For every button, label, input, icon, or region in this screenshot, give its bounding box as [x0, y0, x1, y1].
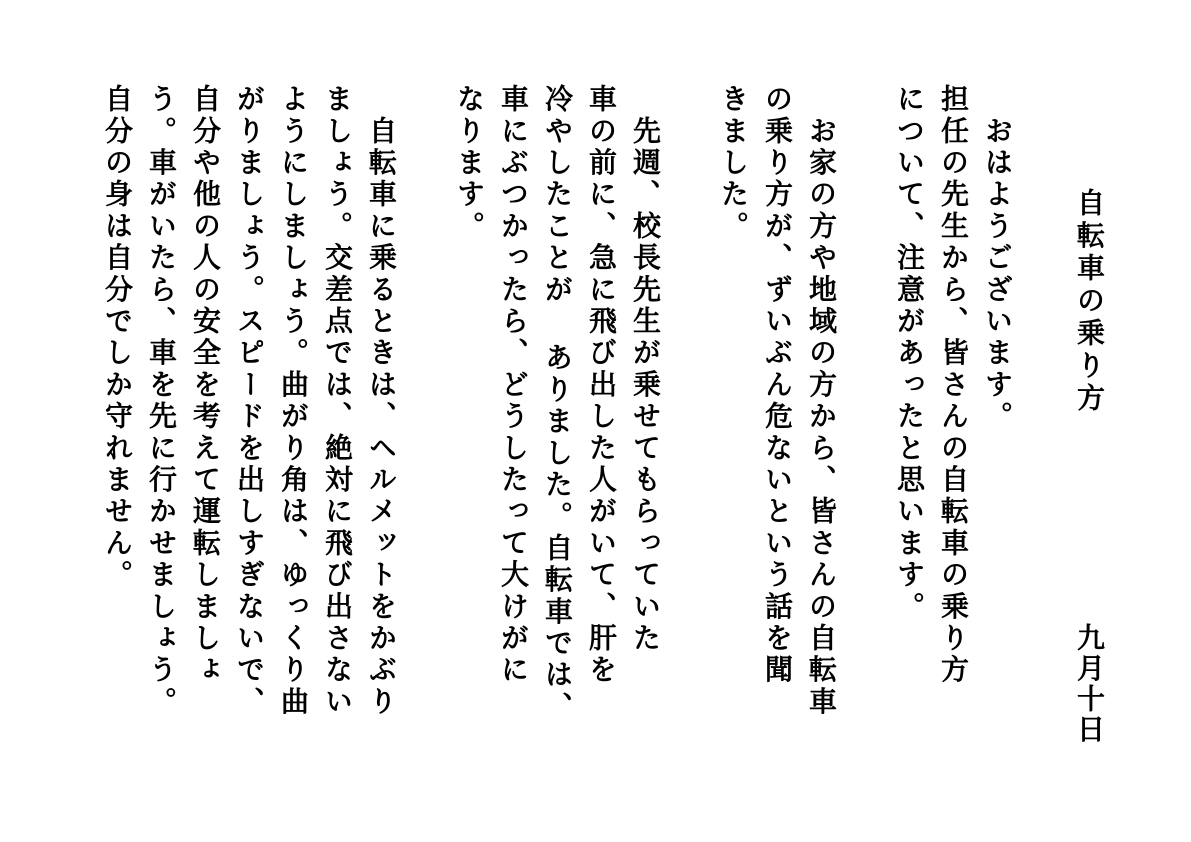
body-line-11: なります。	[453, 84, 486, 243]
body-line-5: の乗り方が、ずいぶん危ないという話を聞	[761, 84, 794, 687]
body-line-2: 担任の先生から、皆さんの自転車の乗り方	[937, 84, 970, 687]
document-date: 九月十日	[1073, 623, 1106, 745]
body-line-1: おはようございます。	[981, 84, 1014, 433]
body-line-3: について、注意があったと思います。	[893, 84, 926, 623]
body-line-18: 自分の身は自分でしか守れません。	[101, 84, 134, 592]
body-line-13: ましょう。交差点では、絶対に飛び出さない	[321, 84, 354, 718]
body-line-7: 先週、校長先生が乗せてもらっていた	[629, 84, 662, 655]
body-line-6: きました。	[717, 84, 750, 243]
document-title: 自転車の乗り方	[1073, 188, 1106, 416]
body-line-9: 冷やしたことが ありました。自転車では、	[541, 84, 574, 723]
body-line-15: がりましょう。スピードを出しすぎないで、	[233, 84, 266, 718]
body-line-16: 自分や他の人の安全を考えて運転しましょ	[189, 84, 222, 687]
body-line-8: 車の前に、急に飛び出した人がいて、肝を	[585, 84, 618, 687]
body-line-14: ようにしましょう。曲がり角は、ゆっくり曲	[277, 84, 310, 718]
body-line-4: お家の方や地域の方から、皆さんの自転車	[805, 84, 838, 718]
body-line-12: 自転車に乗るときは、ヘルメットをかぶり	[365, 84, 398, 718]
body-line-10: 車にぶつかったら、どうしたって大けがに	[497, 84, 530, 687]
body-line-17: う。車がいたら、車を先に行かせましょう。	[145, 84, 178, 718]
